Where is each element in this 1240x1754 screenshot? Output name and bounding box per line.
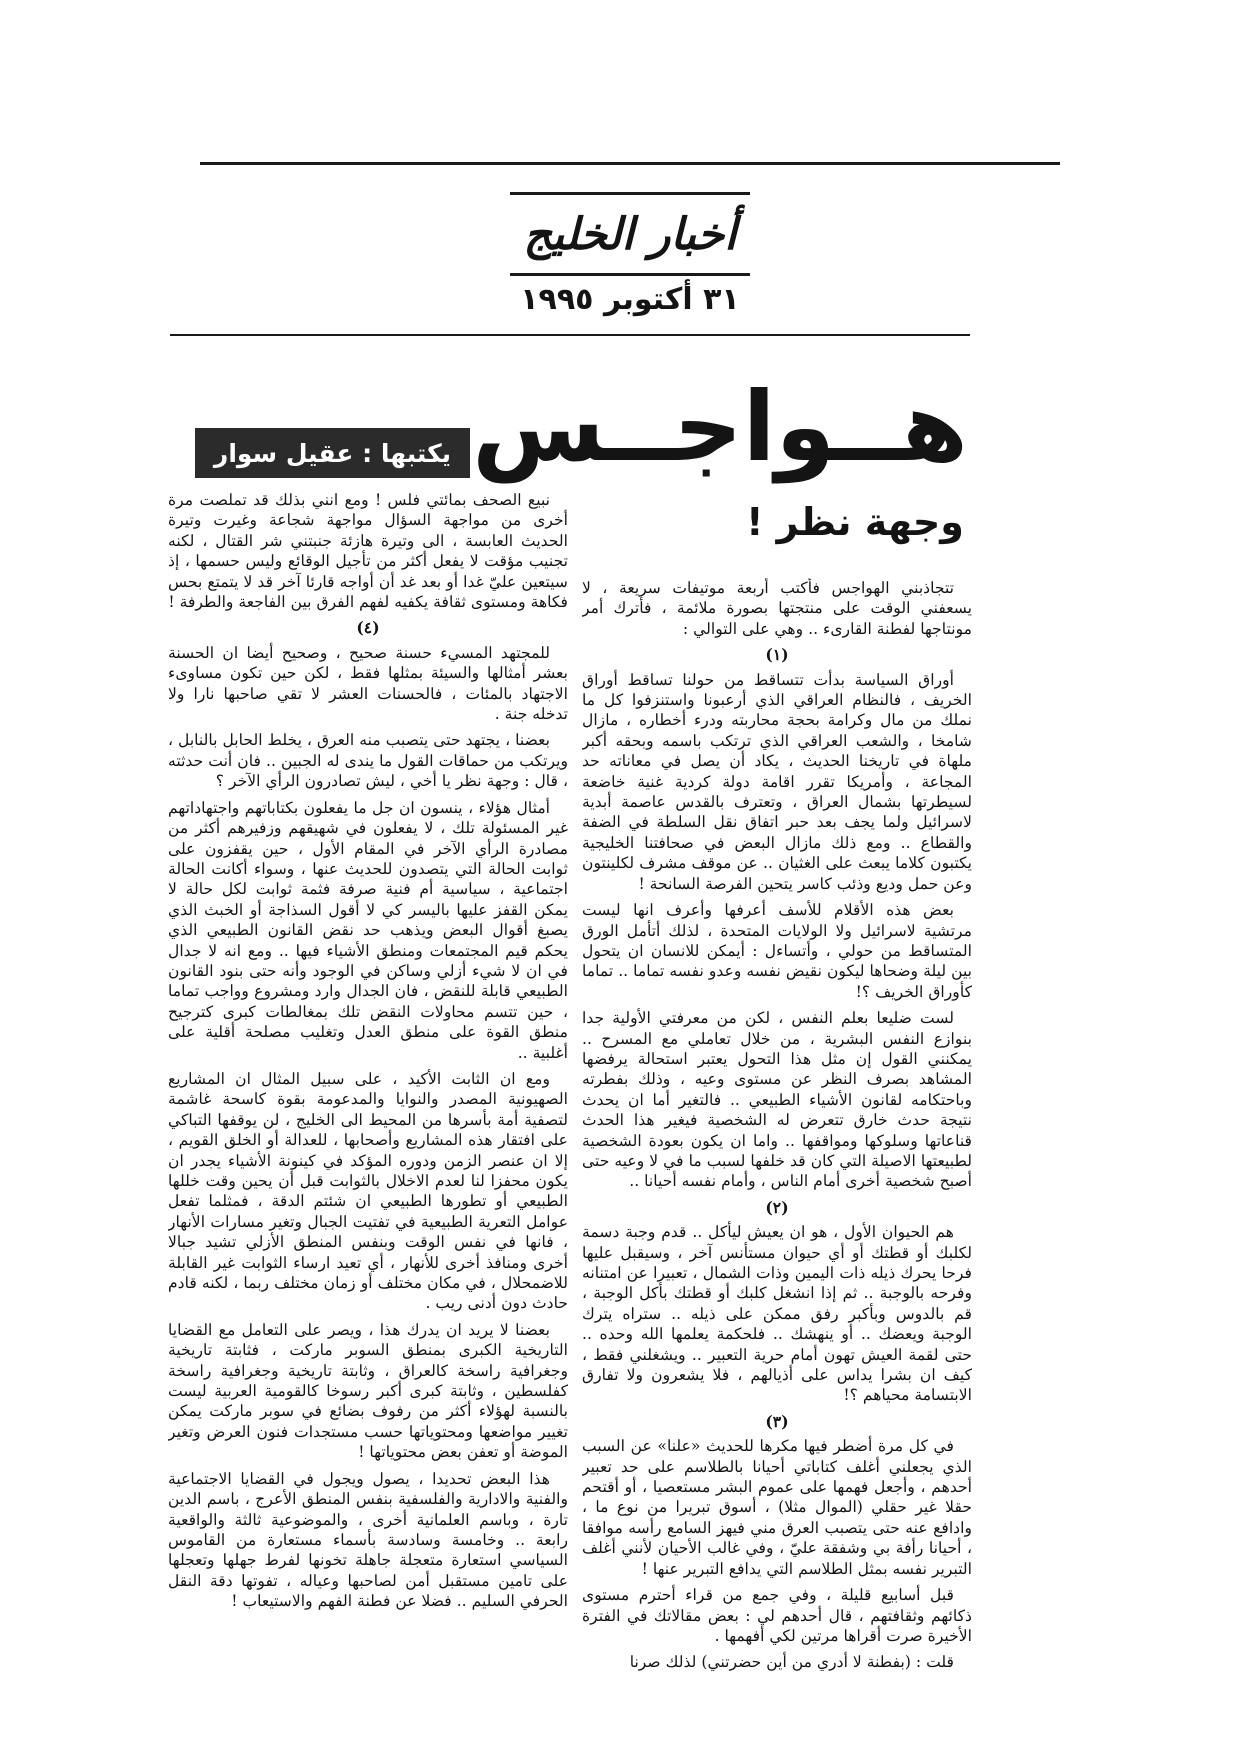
section-number: (١)	[765, 645, 789, 665]
byline-box: يكتبها : عقيل سوار	[195, 428, 470, 478]
paragraph: هذا البعض تحديدا ، يصول ويجول في القضايا الاجتماعية والفنية والادارية والفلسفية بنفس المنطق الأعرج ، باسم الدين تارة ، وباسم العلمانية أخرى ، والموضوعية ثالثة والواقعية رابعة .. وخامسة وسادسة بأسماء مستعارة من القاموس السياسي استعارة متعجلة جاهلة تخونها لفرط جهلها وتعجلها على تامين مستقبل أمن لصاحبها وعياله ، تفوتها دقة النقل الحرفي السليم .. فضلا عن فطنة الفهم والاستيعاب !	[168, 1469, 568, 1611]
top-rule	[200, 162, 1060, 165]
column-title: هــواجــس	[472, 371, 968, 483]
paragraph: بعضنا لا يريد ان يدرك هذا ، ويصر على التعامل مع القضايا التاريخية الكبرى بمنطق السوبر ماركت ، فثابتة تاريخية وجغرافية راسخة كالعراق ، وثابتة تاريخية وجغرافية راسخة كفلسطين ، وثابتة كبرى أكبر رسوخا كالقومية العربية ليست بالنسبة لهؤلاء أكثر من رفوف بضائع في سوبر ماركت يمكن تغيير مواضعها ومحتوياتها حسب مستجدات فنون العرض وتغير الموضة أو تعفن بعض محتوياتها !	[168, 1320, 568, 1462]
paragraph: تتجاذبني الهواجس فأكتب أربعة موتيفات سريعة ، لا يسعفني الوقت على منتجتها بصورة ملائمة ، فأترك أمر مونتاجها لفطنة القارىء .. وهي على التوالي :	[582, 579, 972, 638]
section-number: (٤)	[356, 618, 380, 638]
paragraph: للمجتهد المسيء حسنة صحيح ، وصحيح أيضا ان الحسنة بعشر أمثالها والسيئة بمثلها فقط ، لكن حين تكون مساوىء الاجتهاد بالمئات ، فالحسنات العشر لا تقي صاحبها نارا ولا تدخله جنة .	[168, 643, 568, 724]
paragraph: في كل مرة أضطر فيها مكرها للحديث «علنا» عن السبب الذي يجعلني أغلف كتاباتي أحيانا بالطلاسم على حد تعبير أحدهم ، وأجعل فهمها على عموم البشر مستعصيا ، أو أقتحم حقلا غير حقلي (الموال مثلا) ، أسوق تبريرا من نوع ما ، وادافع عنه حتى يتصبب العرق مني فيهز السامع رأسه موافقا ، أحيانا رأفة بي وشفقة عليّ ، وفي غالب الأحيان لأنني أغلف التبرير نفسه بمثل الطلاسم التي يدافع التبرير عنها !	[582, 1437, 972, 1578]
masthead-text: أخبار الخليج	[523, 208, 737, 260]
article-subtitle: وجهة نظر !	[746, 500, 964, 544]
date-rule	[170, 334, 970, 336]
paragraph: أمثال هؤلاء ، ينسون ان جل ما يفعلون بكتاباتهم واجتهاداتهم غير المسئولة تلك ، لا يفعلون في شهيقهم وزفيرهم أكثر من مصادرة الرأي الآخر في المقام الأول ، حين يقفزون على ثوابت الحالة التي يتصدون للحديث عنها ، وسواء أكانت الحالة اجتماعية ، سياسية أم فنية صرفة فثمة ثوابت لكل حالة لا يمكن القفز عليها باليسر كي لا أقول السذاجة أو الخبث الذي يصبغ أقوال البعض ويذهب حد نقض القانون الطبيعي الذي يحكم قيم المجتمعات ومنطق الأشياء فيها .. ومع انه لا جدال في ان لا شيء أزلي وساكن في الوجود وأنه حتى بنود القانون الطبيعي قابلة للنقض ، فان الجدال وارد ومشروع وواجب تماما ، حين تتسم محاولات النقض تلك بمغالطات كبرى كترجيح منطق القوة على منطق العدل وتغليب مصلحة أقلية على أغلبية ..	[168, 798, 568, 1062]
article-column-right	[582, 578, 972, 1738]
paragraph: لست ضليعا بعلم النفس ، لكن من معرفتي الأولية جدا بنوازع النفس البشرية ، من خلال تعاملي مع المسرح .. يمكنني القول إن مثل هذا التحول يعتبر استحالة يرفضها المشاهد بصرف النظر عن مستوى وعيه ، وذلك بفطرته وباحتكامه لقانون الأشياء الطبيعي .. فالتغير أما ان يحدث نتيجة حدث خارق تتعرض له الشخصية فيغير هذا الحدث قناعاتها وسلوكها ومواقفها .. واما ان يكون بعودة الشخصية لطبيعتها الاصيلة التي كان قد خلفها لسبب ما في لا وعيه حتى أصبح شخصية أخرى أمام الناس ، وأمام نفسه أحيانا ..	[582, 1009, 972, 1191]
paragraph: نبيع الصحف بمائتي فلس ! ومع انني بذلك قد تملصت مرة أخرى من مواجهة السؤال مواجهة شجاعة وغيرت وتيرة الحديث العابسة ، الى وتيرة هازئة جنبتني شر القتال ، لكنه تجنيب مؤقت لا يفعل أكثر من تأجيل الوقائع وليس حسمها ، إذ سيتعين عليّ غدا أو بعد غد أن أواجه قارئا آخر قد لا يتمتع بحس فكاهة ومستوى ثقافة يكفيه لفهم الفرق بين الفاجعة والطرفة !	[168, 491, 568, 612]
paragraph: ومع ان الثابت الأكيد ، على سبيل المثال ان المشاريع الصهيونية المصدر والنوايا والمدعومة بقوة كاسحة غاشمة لتصفية أمة بأسرها من المحيط الى الخليج ، لن يوقفها التباكي على افتقار هذه المشاريع وأصحابها ، للعدالة أو الخلق القويم ، إلا ان عنصر الزمن ودوره المؤكد في كينونة الأشياء يجدر ان يكون محفزا لنا لعدم الاخلال بالثوابت قبل أن يحين وقت خللها الطبيعي أو تطورها الطبيعي ان شئتم الدقة ، فمثلما تفعل عوامل التعرية الطبيعية في تفتيت الجبال وتغير مسارات الأنهار ، فانها في نفس الوقت وبنفس المنطق الأزلي تشيد جبالا أخرى ومنافذ أخرى للأنهار ، أي تعيد ارساء الثوابت غير القابلة للاضمحلال ، في مكان مختلف أو زمان مختلف ربما ، لكنه قادم حادث دون أدنى ريب .	[168, 1069, 568, 1313]
paragraph: قبل أسابيع قليلة ، وفي جمع من قراء أحترم مستوى ذكائهم وثقافتهم ، قال أحدهم لي : بعض مقالاتك في الفترة الأخيرة صرت أقراها مرتين لكي أفهمها .	[582, 1586, 972, 1645]
paragraph: بعض هذه الأقلام للأسف أعرفها وأعرف انها ليست مرتشية لاسرائيل ولا الولايات المتحدة ، لذلك أتأمل الورق المتساقط من حولي ، وأتساءل : أيمكن للانسان ان يتحول بين ليلة وضحاها ليكون نقيض نفسه وعدو نفسه تماما .. تماما كأوراق الخريف ؟!	[582, 901, 972, 1001]
newspaper-masthead	[510, 192, 750, 276]
publication-date: ٣١ أكتوبر ١٩٩٥	[520, 282, 740, 317]
section-number: (٢)	[765, 1197, 789, 1217]
paragraph: أوراق السياسة بدأت تتساقط من حولنا تساقط أوراق الخريف ، فالنظام العراقي الذي أرعبونا واستنزفوا كل ما نملك من مال وكرامة بحجة محاربته ودرء أخطاره ، مازال شامخا ، والشعب العراقي الذي ترتكب باسمه وبحقه أكبر ملهاة في تاريخنا الحديث ، يكاد أن يصل في معاناته حد المجاعة ، وأمريكا تقرر اقامة دولة كردية غنية خاضعة لسيطرتها بشمال العراق ، وتعترف بالقدس عاصمة أبدية لاسرائيل ولما يجف بعد حبر اتفاق نقل السلطة في الضفة والقطاع .. ومع ذلك مازال البعض في صحافتنا الخليجية يكتبون كلاما يبعث على الغثيان .. عن موقف مشرف لكلينتون وعن حمل وديع وذئب كاسر يتحين الفرصة السانحة !	[582, 670, 972, 893]
paragraph: بعضنا ، يجتهد حتى يتصبب منه العرق ، يخلط الحابل بالنابل ، ويرتكب من حماقات القول ما يندى له الجبين .. فان أنت حدثته ، قال : وجهة نظر يا أخي ، ليش تصادرون الرأي الآخر ؟	[168, 731, 568, 791]
paragraph: قلت : (بفطنة لا أدري من أين حضرتني) لذلك صرنا	[629, 1653, 954, 1672]
paragraph: هم الحيوان الأول ، هو ان يعيش ليأكل .. قدم وجبة دسمة لكلبك أو قطتك أو أي حيوان مستأنس آخر ، وسيقبل عليها فرحا يحرك ذيله ذات اليمين وذات الشمال ، تعبيرا عن امتنانه وفرحه بالوجبة .. ثم إذا انشغل كلبك أو قطتك بأكل الوجبة ، قم بالدوس وبأكبر رفق ممكن على ذيله .. ستراه يترك الوجبة ويعضك .. أو ينهشك .. فلحكمة يعلمها الله وحده .. حتى لقمة العيش تهون أمام حرية التعبير .. ويشغلني فقط ، كيف ان بشرا يداس على أذيالهم ، فلا يشعرون ولا تفارق الابتسامة محياهم ؟!	[582, 1223, 972, 1405]
section-number: (٣)	[765, 1411, 789, 1431]
article-column-left	[168, 490, 568, 1738]
